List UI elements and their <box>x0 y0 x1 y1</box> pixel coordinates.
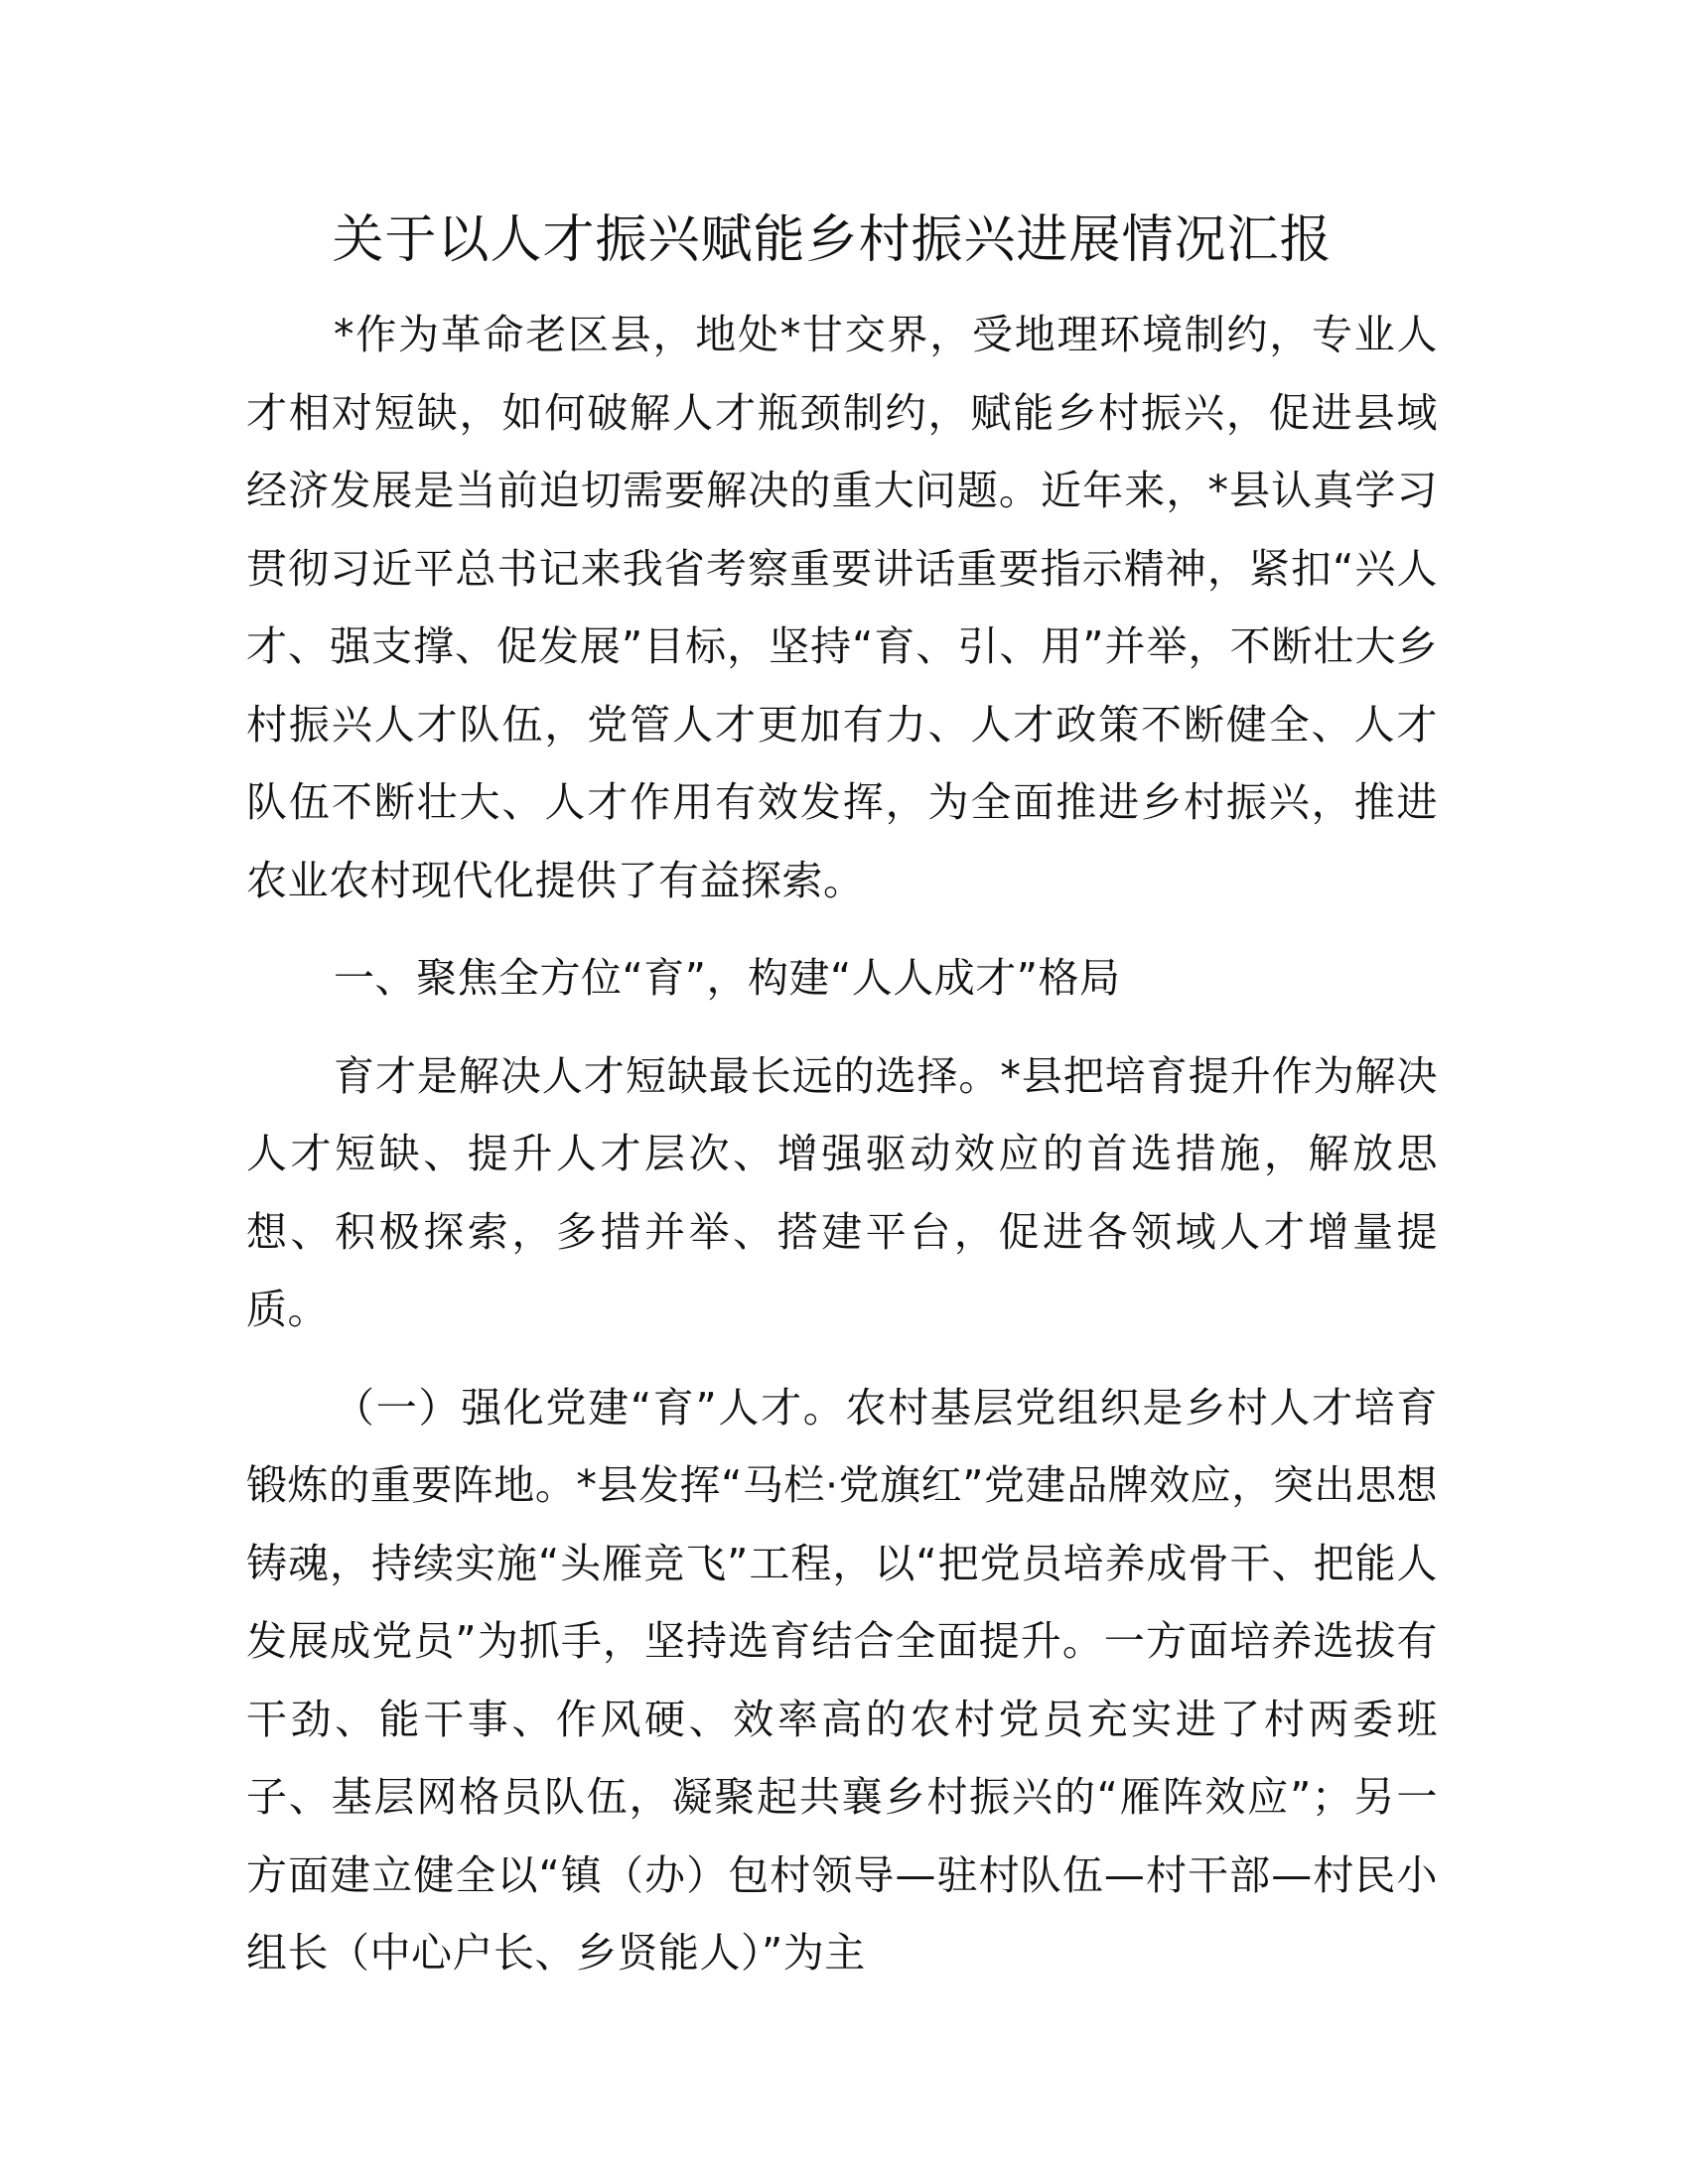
section-heading-1: 一、聚焦全方位“育”，构建“人人成才”格局 <box>334 954 1121 1002</box>
subsection-1-paragraph: （一）强化党建“育”人才。农村基层党组织是乡村人才培育锻炼的重要阵地。*县发挥“马栏·党旗红”党建品牌效应，突出思想铸魂，持续实施“头雁竞飞”工程，以“把党员培养成骨干、把能人发展成党员”为抓手，坚持选育结合全面提升。一方面培养选拔有干劲、能干事、作风硬、效率高的农村党员充实进了村两委班子、基层网格员队伍，凝聚起共襄乡村振兴的“雁阵效应”；另一方面建立健全以“镇（办）包村领导—驻村队伍—村干部—村民小组长（中心户长、乡贤能人）”为主 <box>246 1383 1438 1977</box>
intro-paragraph: *作为革命老区县，地处*甘交界，受地理环境制约，专业人才相对短缺，如何破解人才瓶颈制约，赋能乡村振兴，促进县域经济发展是当前迫切需要解决的重大问题。近年来，*县认真学习贯彻习近平总书记来我省考察重要讲话重要指示精神，紧扣“兴人才、强支撑、促发展”目标，坚持“育、引、用”并举，不断壮大乡村振兴人才队伍，党管人才更加有力、人才政策不断健全、人才队伍不断壮大、人才作用有效发挥，为全面推进乡村振兴，推进农业农村现代化提供了有益探索。 <box>246 311 1438 904</box>
section-1-paragraph: 育才是解决人才短缺最长远的选择。*县把培育提升作为解决人才短缺、提升人才层次、增强驱动效应的首选措施，解放思想、积极探索，多措并举、搭建平台，促进各领域人才增量提质。 <box>246 1051 1438 1333</box>
document-body <box>246 199 1438 1992</box>
document-title: 关于以人才振兴赋能乡村振兴进展情况汇报 <box>332 210 1333 270</box>
